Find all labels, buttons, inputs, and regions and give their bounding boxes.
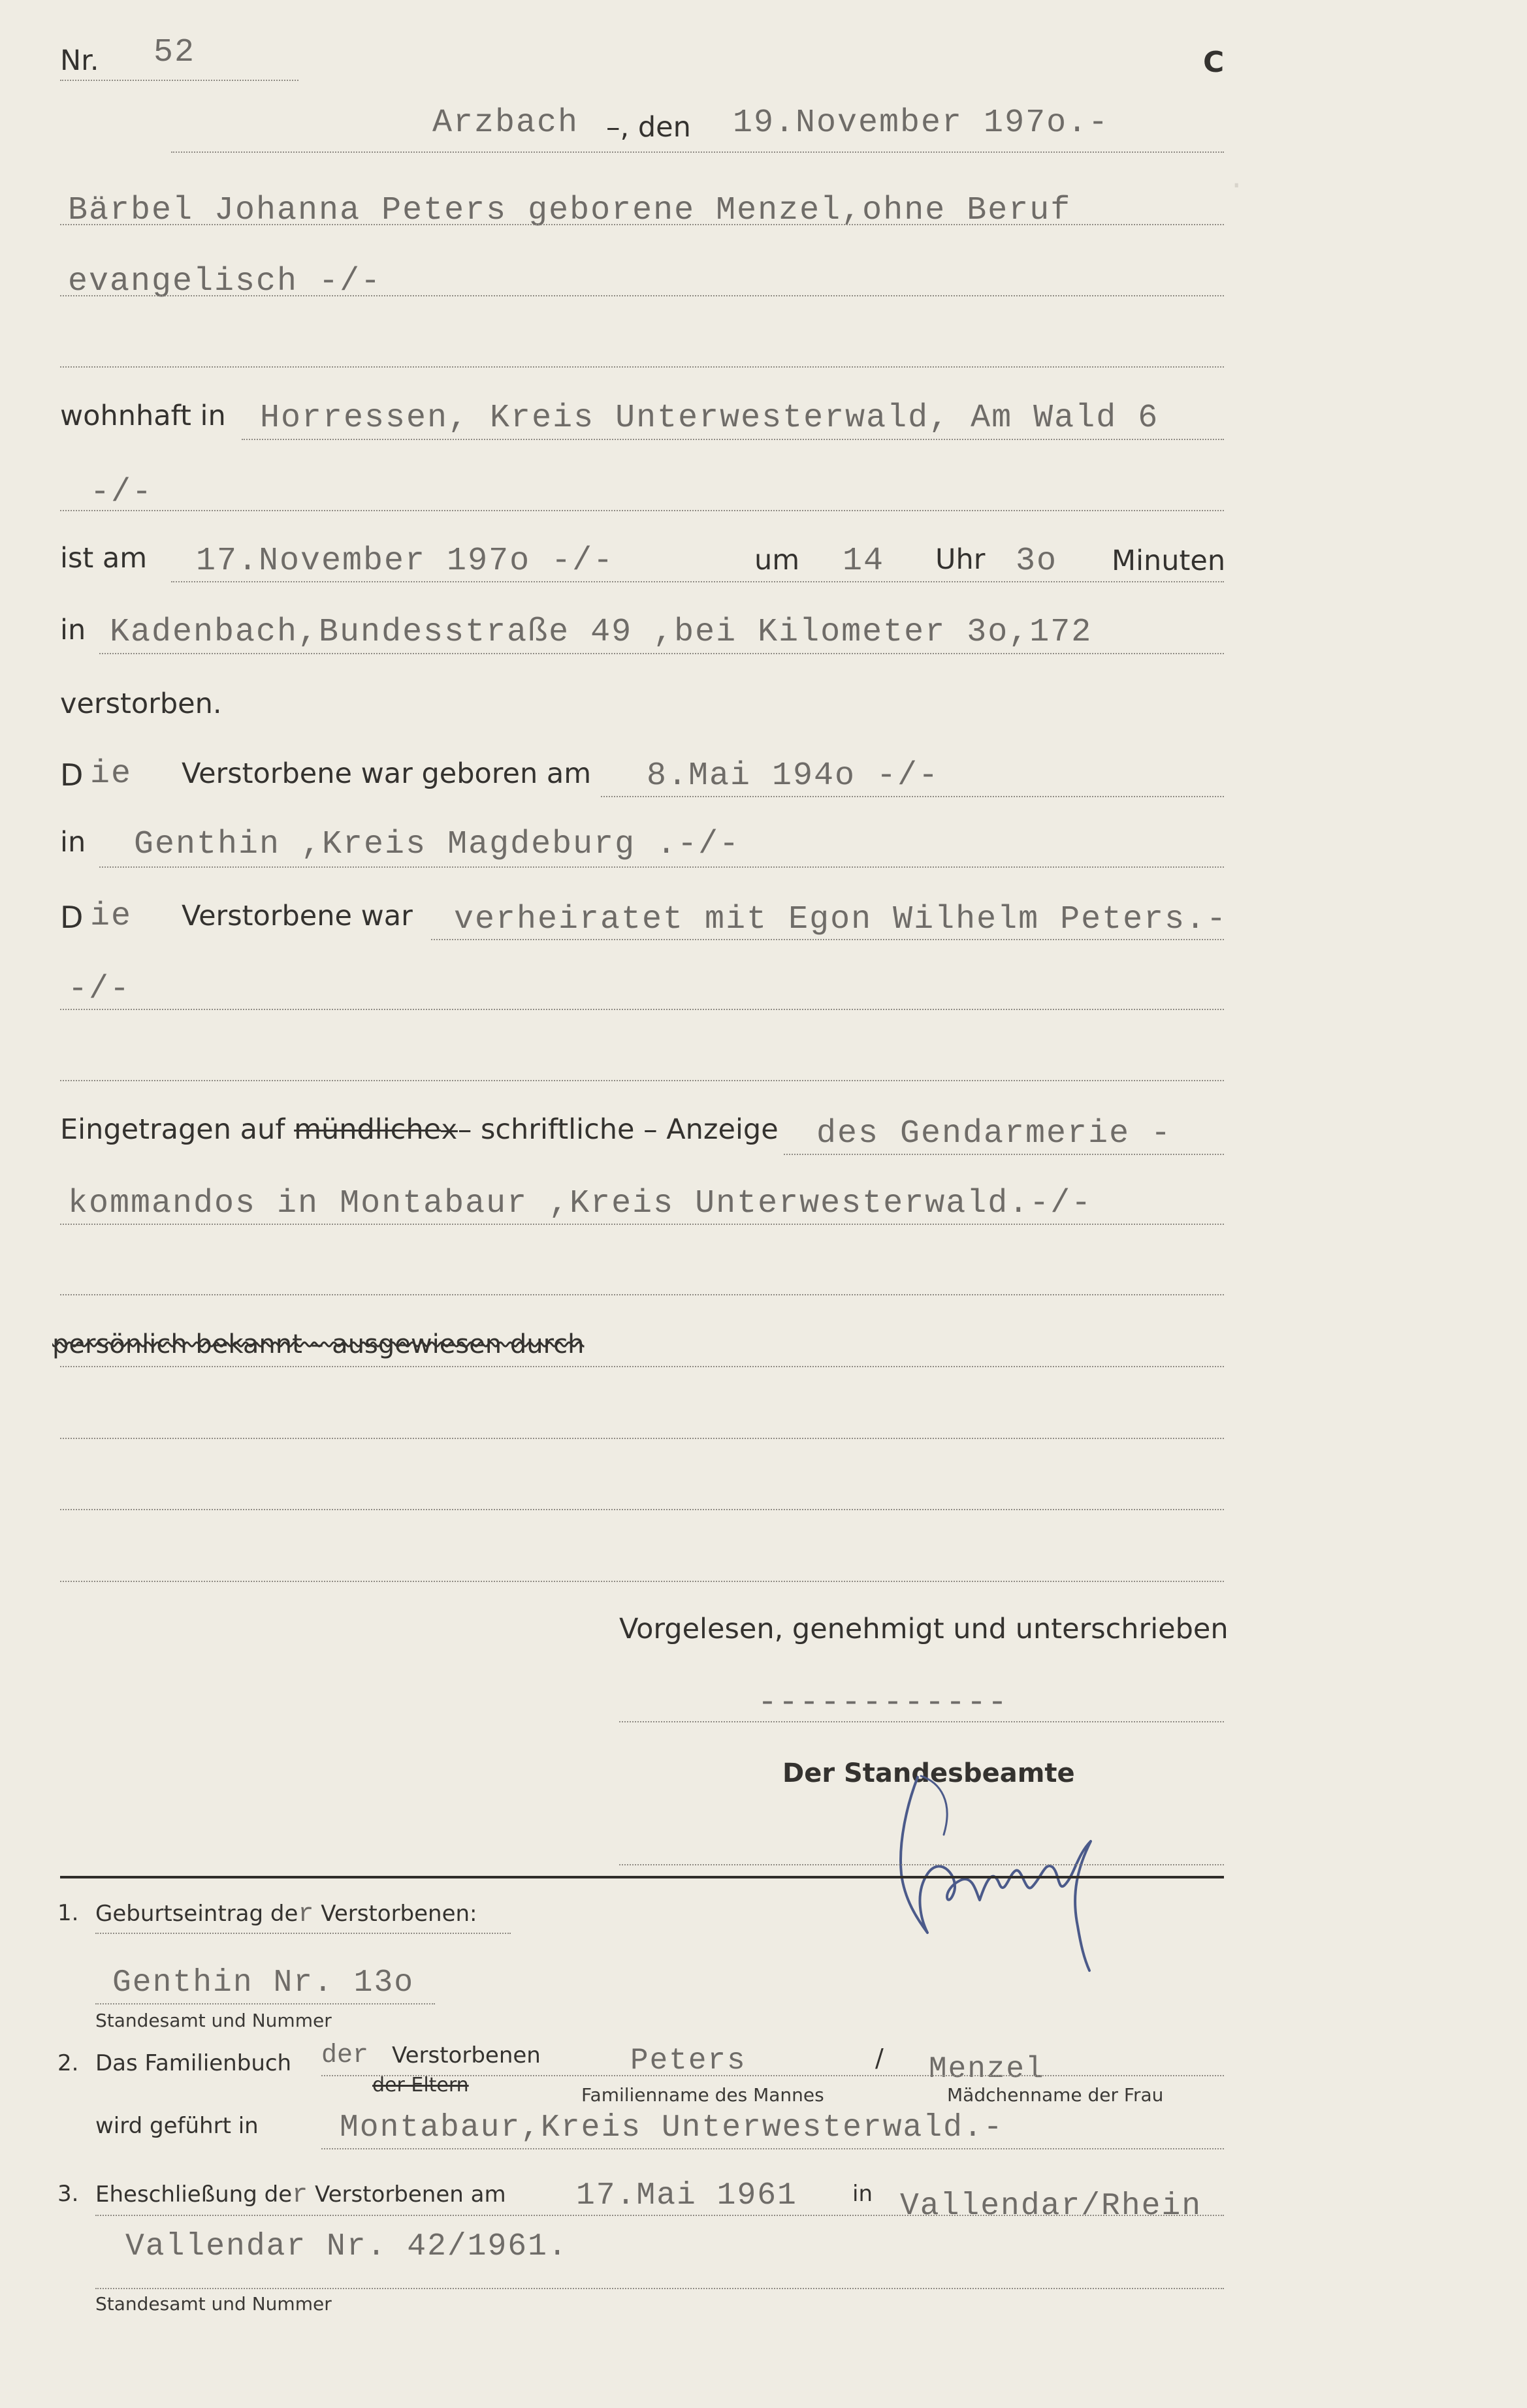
note3-in: in (852, 2181, 873, 2207)
rule (784, 1154, 1224, 1155)
rule (95, 2215, 1224, 2216)
note3-num: 3. (57, 2181, 79, 2207)
birth-date: 8.Mai 194o -/- (647, 757, 940, 795)
rule (95, 2003, 435, 2004)
death-date-label: ist am (60, 542, 148, 575)
reporter-cont: kommandos in Montabaur ,Kreis Unterwesterwald.-/- (68, 1185, 1093, 1222)
rule (60, 1581, 1224, 1582)
rule (60, 366, 1224, 368)
rule (99, 653, 1224, 654)
registration-rest: – schriftliche – Anzeige (457, 1113, 779, 1146)
marriage-label: Verstorbene war (182, 900, 413, 932)
note2-kept-value: Montabaur,Kreis Unterwesterwald.- (340, 2110, 1004, 2146)
rule (60, 1009, 1224, 1010)
note2-kept-label: wird geführt in (95, 2113, 259, 2139)
corner-letter: C (1203, 46, 1225, 79)
note2-der: der (321, 2041, 369, 2070)
marriage-d-prefix: D (60, 900, 84, 935)
official-title: Der Standesbeamte (782, 1758, 1075, 1788)
note1-r: r (298, 1900, 314, 1929)
signed-label: Vorgelesen, genehmigt und unterschrieben (619, 1613, 1229, 1645)
um-label: um (754, 544, 800, 577)
rule (60, 1366, 1224, 1367)
note2-husband: Peters (630, 2044, 747, 2078)
death-place: Kadenbach,Bundesstraße 49 ,bei Kilometer 3o,172 (110, 614, 1093, 651)
date-line (171, 151, 1224, 153)
note2-label: Das Familienbuch (95, 2050, 292, 2076)
note3-r: r (292, 2181, 308, 2210)
note3-caption: Standesamt und Nummer (95, 2293, 332, 2315)
death-hour: 14 (843, 543, 885, 580)
rule (601, 796, 1224, 797)
note1-caption: Standesamt und Nummer (95, 2010, 332, 2031)
name-line: Bärbel Johanna Peters geborene Menzel,ohne Beruf (68, 192, 1072, 229)
religion: evangelisch -/- (68, 263, 382, 300)
residence-cont: -/- (90, 474, 153, 511)
marriage-d-suffix: ie (90, 898, 133, 935)
divider (60, 1876, 1224, 1878)
note2-cap-wife: Mädchenname der Frau (947, 2084, 1164, 2106)
ghost-text: · (1228, 170, 1246, 202)
place-dash: –, den (606, 111, 691, 144)
reporter: des Gendarmerie - (816, 1115, 1172, 1152)
death-place-label: in (60, 614, 86, 646)
rule (60, 510, 1224, 511)
nr-value: 52 (153, 34, 196, 71)
rule (95, 1933, 511, 1934)
rule (171, 581, 1224, 582)
rule (99, 866, 1224, 868)
rule (431, 939, 1224, 940)
marriage-status: verheiratet mit Egon Wilhelm Peters.- (454, 901, 1228, 938)
note2-eltern: der Eltern (372, 2074, 469, 2097)
verstorben-label: verstorben. (60, 688, 222, 720)
note2-verst: Verstorbenen (392, 2042, 541, 2068)
note1-label (95, 1900, 477, 1929)
rule (60, 224, 1224, 225)
note2-cap-husband: Familienname des Mannes (581, 2084, 824, 2106)
nr-line (60, 80, 298, 81)
rule (60, 295, 1224, 296)
note2-wife: Menzel (929, 2052, 1045, 2086)
note1-num: 1. (57, 1900, 79, 1926)
uhr-label: Uhr (935, 543, 986, 576)
note1-value: Genthin Nr. 13o (112, 1965, 415, 2001)
note1-label-b: Verstorbenen: (321, 1901, 477, 1927)
birth-d-suffix: ie (90, 755, 133, 793)
rule (619, 1721, 1224, 1722)
note2-num: 2. (57, 2050, 79, 2076)
rule (60, 1080, 1224, 1081)
rule (60, 1224, 1224, 1225)
struck-word: mündliche (294, 1113, 442, 1146)
birth-place: Genthin ,Kreis Magdeburg .-/- (134, 826, 741, 863)
nr-label: Nr. (60, 44, 99, 77)
rule (60, 1509, 1224, 1510)
note3-label-b: Verstorbenen am (314, 2181, 506, 2208)
birth-label: Verstorbene war geboren am (182, 757, 592, 790)
note3-label (95, 2181, 506, 2210)
note3-label-a: Eheschließung de (95, 2181, 293, 2208)
note1-label-a: Geburtseintrag de (95, 1901, 298, 1927)
birth-place-label: in (60, 826, 86, 859)
rule (60, 1438, 1224, 1439)
rule (619, 1864, 1224, 1865)
struck-line: persönlich bekannt – ausgewiesen durch (52, 1329, 585, 1359)
rule (321, 2075, 1224, 2076)
residence-label: wohnhaft in (60, 400, 226, 432)
note3-date: 17.Mai 1961 (576, 2178, 797, 2213)
rule (321, 2148, 1224, 2149)
registration-label (60, 1113, 779, 1147)
note2-slash: / (875, 2044, 884, 2072)
place: Arzbach (432, 104, 579, 142)
marriage-cont: -/- (68, 971, 131, 1008)
birth-d-prefix: D (60, 757, 84, 793)
death-date: 17.November 197o -/- (196, 543, 615, 580)
date: 19.November 197o.- (733, 104, 1110, 142)
signature-icon (882, 1763, 1130, 1978)
rule (242, 439, 1224, 440)
residence: Horressen, Kreis Unterwesterwald, Am Wald 6 (260, 400, 1159, 437)
death-minutes: 3o (1016, 543, 1058, 580)
rule (60, 1294, 1224, 1295)
note3-place: Vallendar/Rhein (900, 2189, 1202, 2224)
registration-prefix: Eingetragen auf (60, 1113, 285, 1146)
minuten-label: Minuten (1112, 545, 1226, 577)
note3-value: Vallendar Nr. 42/1961. (125, 2229, 568, 2264)
rule (95, 2288, 1224, 2289)
struck-typed: x (441, 1115, 458, 1147)
signed-dashes: ------------ (758, 1685, 1009, 1722)
